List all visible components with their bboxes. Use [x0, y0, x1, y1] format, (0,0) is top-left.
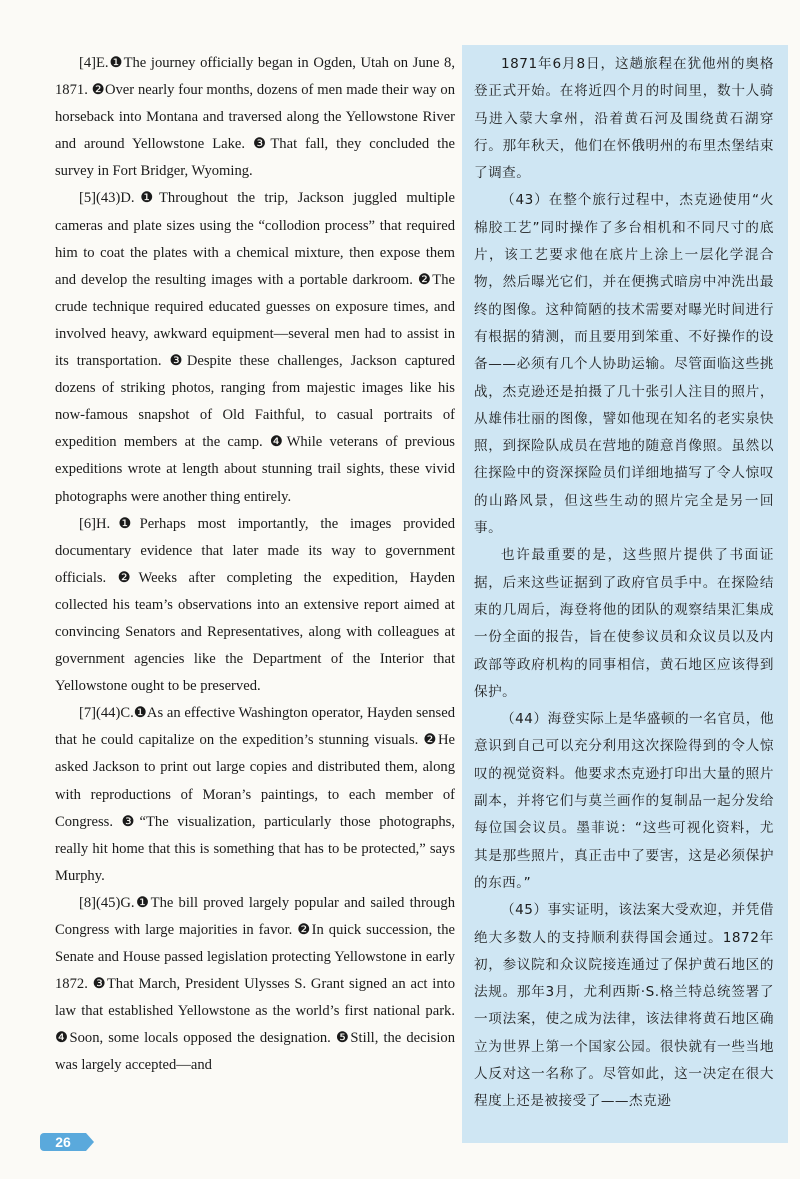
- chinese-paragraph-4: （44）海登实际上是华盛顿的一名官员，他意识到自己可以充分利用这次探险得到的令人惊叹的视觉资料。他要求杰克逊打印出大量的照片副本，并将它们与莫兰画作的复制品一起分发给每位国会议员。墨菲说：“这些可视化资料，尤其是那些照片，真正击中了要害，这是必须保护的东西。”: [474, 711, 774, 891]
- page-number: 26: [40, 1133, 86, 1151]
- chinese-paragraph-2: （43）在整个旅行过程中，杰克逊使用“火棉胶工艺”同时操作了多台相机和不同尺寸的底片，该工艺要求他在底片上涂上一层化学混合物，然后曝光它们，并在便携式暗房中冲洗出最终的图像。这种简陋的技术需要对曝光时间进行有根据的猜测，而且要用到笨重、不好操作的设备——必须有几个人协助运输。尽管面临这些挑战，杰克逊还是拍摄了几十张引人注目的照片，从雄伟壮丽的图像，譬如他现在知名的老实泉快照，到探险队成员在营地的随意肖像照。虽然以往探险中的资深探险员们详细地描写了令人惊叹的山路风景，但这些生动的照片完全是另一回事。: [474, 192, 774, 537]
- chinese-paragraph-5: （45）事实证明，该法案大受欢迎，并凭借绝大多数人的支持顺利获得国会通过。1872年初，参议院和众议院接连通过了保护黄石地区的法规。那年3月，尤利西斯·S.格兰特总统签署了一项法案，使之成为法律，该法律将黄石地区确立为世界上第一个国家公园。很快就有一些当地人反对这一名称了。尽管如此，这一决定在很大程度上还是被接受了——杰克逊: [474, 902, 774, 1110]
- chinese-paragraph-1: 1871年6月8日，这趟旅程在犹他州的奥格登正式开始。在将近四个月的时间里，数十人骑马进入蒙大拿州，沿着黄石河及围绕黄石湖穿行。那年秋天，他们在怀俄明州的布里杰堡结束了调查。: [474, 56, 774, 182]
- english-paragraph-4: [4]E.❶The journey officially began in Ogden, Utah on June 8, 1871. ❷Over nearly four months, dozens of men made their way on horseback into Montana and traversed along the Yellowstone River and around Yellowstone Lake. ❸That fall, they concluded the survey in Fort Bridger, Wyoming.: [55, 55, 455, 180]
- chinese-translation-column: [462, 45, 788, 1143]
- english-paragraph-7: [7](44)C.❶As an effective Washington operator, Hayden sensed that he could capitalize on the expedition’s stunning visuals. ❷He asked Jackson to print out large copies and distributed them, along with reproductions of Moran’s paintings, to each member of Congress. ❸“The visualization, particularly those photographs, really hit home that this is something that has to be protected,” says Murphy.: [55, 705, 455, 884]
- english-paragraph-5: [5](43)D.❶Throughout the trip, Jackson juggled multiple cameras and plate sizes using the “collodion process” that required him to coat the plates with a chemical mixture, then expose them and develop the resulting images with a portable darkroom. ❷The crude technique required educated guesses on exposure times, and involved heavy, awkward equipment—several men had to assist in its transportation. ❸Despite these challenges, Jackson captured dozens of striking photos, ranging from majestic images like his now-famous snapshot of Old Faithful, to casual portraits of expedition members at the camp. ❹While veterans of previous expeditions wrote at length about stunning trail sights, these vivid photographs were another thing entirely.: [55, 190, 455, 505]
- english-paragraph-8: [8](45)G.❶The bill proved largely popular and sailed through Congress with large majorities in favor. ❷In quick succession, the Senate and House passed legislation protecting Yellowstone in early 1872. ❸That March, President Ulysses S. Grant signed an act into law that established Yellowstone as the world’s first national park. ❹Soon, some locals opposed the designation. ❺Still, the decision was largely accepted—and: [55, 894, 455, 1074]
- english-column: [55, 50, 455, 1080]
- chinese-paragraph-3: 也许最重要的是，这些照片提供了书面证据，后来这些证据到了政府官员手中。在探险结束的几周后，海登将他的团队的观察结果汇集成一份全面的报告，旨在使参议员和众议员以及内政部等政府机构的同事相信，黄石地区应该得到保护。: [474, 547, 774, 700]
- english-paragraph-6: [6]H.❶Perhaps most importantly, the images provided documentary evidence that later made its way to government officials. ❷Weeks after completing the expedition, Hayden collected his team’s observations into an extensive report aimed at convincing Senators and Representatives, along with colleagues at government agencies like the Department of the Interior that Yellowstone ought to be preserved.: [55, 515, 455, 695]
